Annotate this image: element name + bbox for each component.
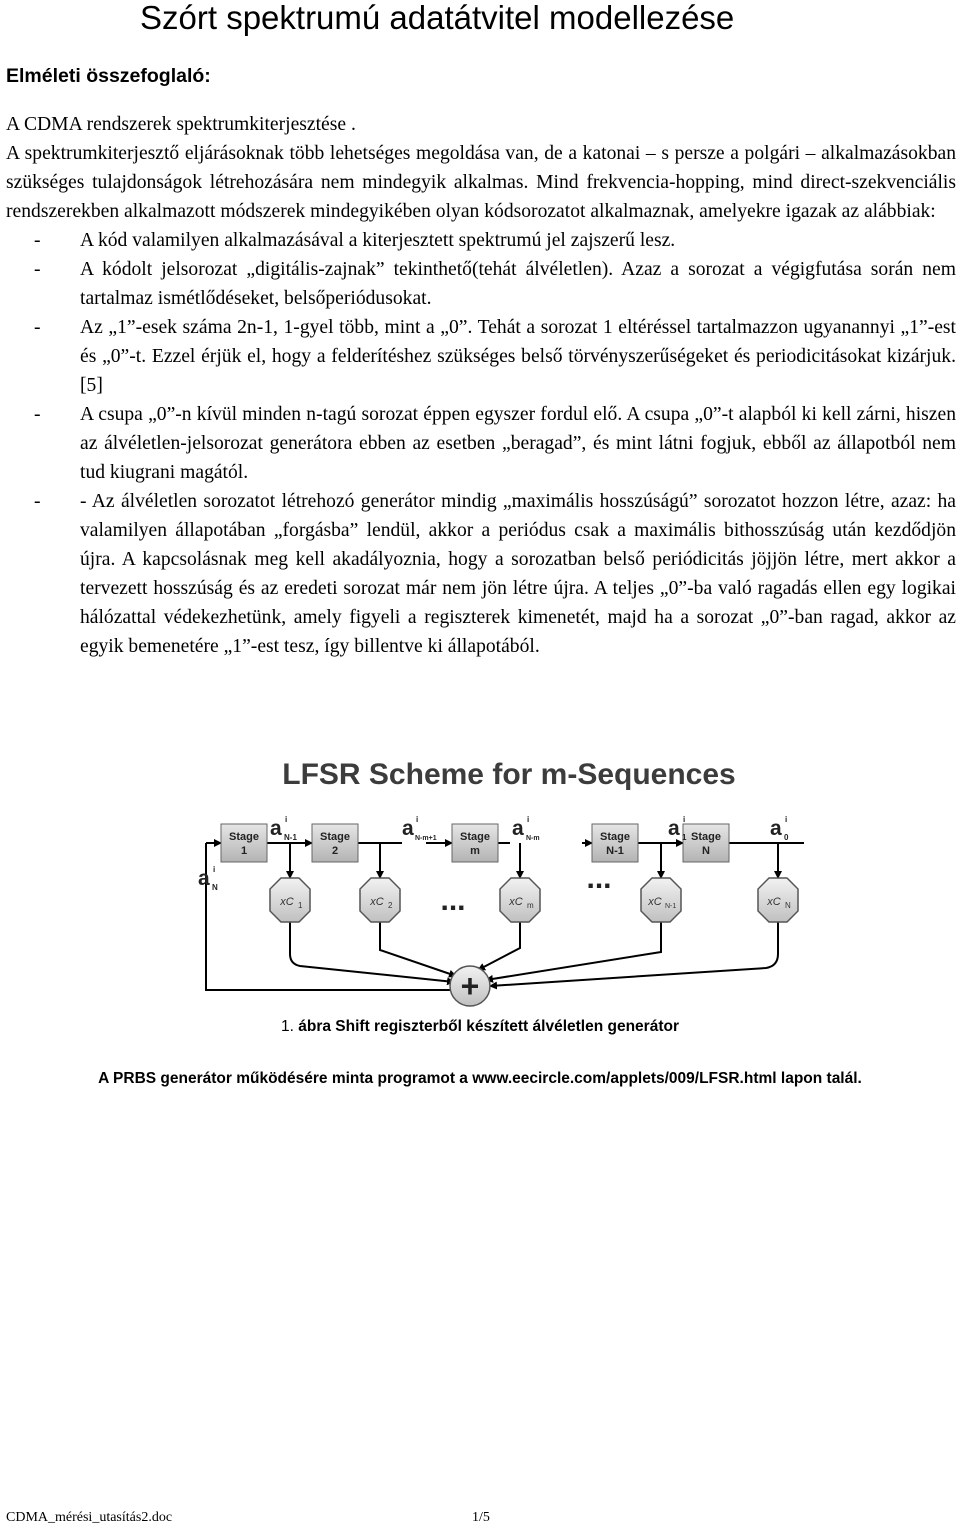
stage-box bbox=[312, 824, 358, 862]
svg-text:xC: xC bbox=[648, 896, 662, 908]
intro-line: A CDMA rendszerek spektrumkiterjesztése . bbox=[6, 114, 356, 135]
coefficient-node bbox=[641, 878, 681, 922]
signal-label bbox=[770, 815, 789, 842]
svg-text:i: i bbox=[527, 815, 530, 824]
svg-text:1: 1 bbox=[682, 833, 687, 842]
svg-text:a: a bbox=[668, 817, 680, 840]
svg-text:i: i bbox=[416, 815, 419, 824]
adder-symbol: + bbox=[460, 968, 480, 1004]
footer-filename: CDMA_mérési_utasítás2.doc bbox=[6, 1510, 173, 1525]
list-item: - Az „1”-esek száma 2n-1, 1-gyel több, mint a „0”. Tehát a sorozat 1 eltéréssel tartalmazzon ugyanannyi „1”-est és „0”-t. Ezzel érjük el, hogy a felderítéshez szükséges belső törvényszerűségeket és periodicitásokat kizárjuk. [5] bbox=[6, 313, 956, 400]
svg-text:a: a bbox=[402, 817, 414, 840]
body-text bbox=[6, 110, 956, 661]
figure-title: LFSR Scheme for m-Sequences bbox=[282, 758, 736, 791]
svg-text:N: N bbox=[785, 901, 791, 910]
svg-text:N-m+1: N-m+1 bbox=[415, 835, 437, 842]
input-label bbox=[198, 865, 218, 892]
ellipsis: ... bbox=[586, 862, 612, 895]
stage-index: m bbox=[470, 845, 480, 857]
stage-label: Stage bbox=[229, 831, 259, 843]
svg-text:N: N bbox=[212, 883, 218, 892]
signal-label bbox=[512, 815, 540, 842]
svg-text:a: a bbox=[270, 817, 282, 840]
xor-adder bbox=[450, 966, 490, 1006]
svg-text:i: i bbox=[213, 865, 216, 874]
svg-text:N-m: N-m bbox=[526, 835, 540, 842]
list-item: - A kód valamilyen alkalmazásával a kiterjesztett spektrumú jel zajszerű lesz. bbox=[6, 226, 956, 255]
figure-caption bbox=[0, 1016, 960, 1038]
svg-text:xC: xC bbox=[370, 896, 384, 908]
svg-text:a: a bbox=[198, 867, 210, 890]
svg-text:i: i bbox=[683, 815, 686, 824]
svg-text:xC: xC bbox=[280, 896, 294, 908]
list-item: - A kódolt jelsorozat „digitális-zajnak” tekinthető(tehát álvéletlen). Azaz a sorozat a végigfutása során nem tartalmaz ismétlődéseket, belsőperiódusokat. bbox=[6, 255, 956, 313]
svg-text:m: m bbox=[527, 901, 534, 910]
document-title: Szórt spektrumú adatátvitel modellezése bbox=[140, 0, 735, 36]
stage-index: 2 bbox=[331, 845, 339, 857]
lfsr-diagram bbox=[194, 752, 824, 1014]
stage-label: Stage bbox=[691, 831, 721, 843]
svg-text:2: 2 bbox=[388, 901, 393, 910]
signal-label bbox=[270, 815, 297, 842]
svg-text:i: i bbox=[285, 815, 288, 824]
svg-text:0: 0 bbox=[784, 833, 789, 842]
svg-text:xC: xC bbox=[767, 896, 781, 908]
stage-label: Stage bbox=[320, 831, 350, 843]
lfsr-figure bbox=[194, 752, 824, 1014]
coefficient-node bbox=[360, 878, 400, 922]
footer-page-number: 1/5 bbox=[472, 1510, 490, 1525]
svg-text:i: i bbox=[785, 815, 788, 824]
list-item: - - Az álvéletlen sorozatot létrehozó generátor mindig „maximális hosszúságú” sorozatot hozzon létre, azaz: ha valamilyen állapotában „forgásba” lendül, akkor a periódus csak a maximális bithosszúság után kezdődjön újra. A kapcsolásnak meg kell akadályoznia, hogy a sorozatban belső periódicitás jöjjön létre, mert akkor a tervezett hosszúság és az eredeti sorozat már nem jön létre újra. A teljes „0”-ba való ragadás ellen egy logikai hálózattal védekezhetünk, amely figyeli a regiszterek kimenetét, majd ha a sorozat „0”-ban ragad, akkor az egyik bemenetére „1”-est tesz, így billentve ki állapotából. bbox=[6, 487, 956, 661]
stage-box bbox=[452, 824, 498, 862]
requirements-list bbox=[6, 226, 956, 661]
coefficient-node bbox=[500, 878, 540, 922]
program-note: A PRBS generátor működésére minta programot a www.eecircle.com/applets/009/LFSR.html lapon talál. bbox=[98, 1070, 862, 1087]
signal-label bbox=[402, 815, 437, 842]
caption-text: ábra Shift regiszterből készített álvéletlen generátor bbox=[298, 1018, 679, 1035]
stage-index: N-1 bbox=[606, 845, 624, 857]
svg-text:xC: xC bbox=[509, 896, 523, 908]
stage-label: Stage bbox=[460, 831, 490, 843]
section-heading: Elméleti összefoglaló: bbox=[6, 65, 211, 87]
svg-text:1: 1 bbox=[298, 901, 303, 910]
ellipsis: ... bbox=[440, 884, 466, 917]
stage-index: 1 bbox=[240, 845, 248, 857]
coefficient-node bbox=[758, 878, 798, 922]
svg-text:N-1: N-1 bbox=[665, 903, 677, 910]
stage-index: N bbox=[702, 845, 710, 857]
stage-label: Stage bbox=[600, 831, 630, 843]
svg-text:a: a bbox=[770, 817, 782, 840]
intro-paragraph: A spektrumkiterjesztő eljárásoknak több lehetséges megoldása van, de a katonai – s persze a polgári – alkalmazásokban szükséges tulajdonságok létrehozására nem mindegyik alkalmas. Mind frekvencia-hopping, mind direct-szekvenciális rendszerekben alkalmazott módszerek mindegyikében olyan kódsorozatot alkalmaznak, amelyekre igazak az alábbiak: bbox=[6, 143, 956, 222]
stage-box bbox=[592, 824, 638, 862]
svg-text:a: a bbox=[512, 817, 524, 840]
coefficient-node bbox=[270, 878, 310, 922]
svg-text:N-1: N-1 bbox=[284, 833, 297, 842]
list-item: - A csupa „0”-n kívül minden n-tagú sorozat éppen egyszer fordul elő. A csupa „0”-t alapból ki kell zárni, hiszen az álvéletlen-jelsorozat generátora ebben az esetben „beragad”, és mint látni fogjuk, ebből az állapotból nem tud kiugrani magától. bbox=[6, 400, 956, 487]
caption-number: 1. bbox=[281, 1018, 294, 1035]
stage-box bbox=[221, 824, 267, 862]
stage-box bbox=[683, 824, 729, 862]
